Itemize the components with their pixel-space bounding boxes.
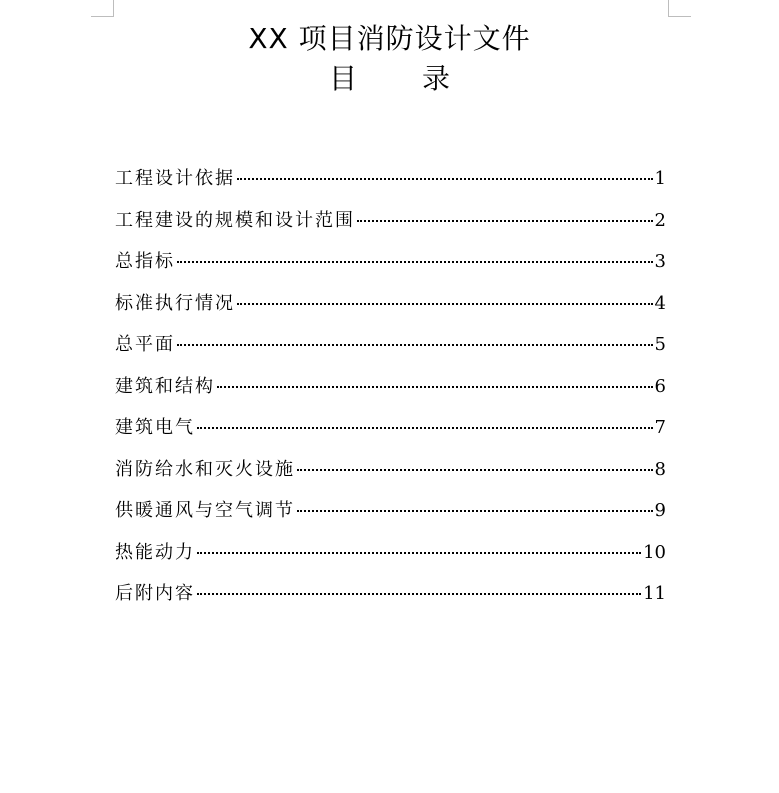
toc-page-number: 2 [654, 209, 666, 231]
toc-entry-label: 总指标 [115, 251, 175, 272]
toc-dot-leader [197, 427, 653, 429]
toc-entry-label: 建筑电气 [115, 417, 195, 438]
toc-page-number: 7 [654, 417, 666, 438]
toc-entry-label: 消防给水和灭火设施 [115, 458, 295, 480]
toc-entry[interactable] [115, 290, 666, 332]
toc-entry[interactable] [115, 539, 666, 581]
toc-entry-label: 工程设计依据 [115, 168, 235, 189]
toc-dot-leader [297, 469, 653, 471]
page-corner-mark-left [91, 0, 114, 17]
toc-entry-label: 建筑和结构 [115, 375, 215, 397]
toc-page-number: 8 [654, 458, 666, 480]
toc-entry[interactable] [115, 497, 666, 539]
toc-entry-label: 供暖通风与空气调节 [115, 500, 295, 521]
toc-dot-leader [237, 178, 653, 180]
toc-entry[interactable] [115, 207, 666, 249]
toc-entry[interactable] [115, 456, 666, 498]
toc-dot-leader [297, 510, 653, 512]
document-title: XX 项目消防设计文件 [248, 22, 531, 55]
table-of-contents [115, 165, 666, 622]
toc-dot-leader [237, 303, 653, 305]
toc-dot-leader [357, 220, 653, 222]
toc-dot-leader [197, 552, 641, 554]
toc-entry-label: 后附内容 [115, 583, 195, 604]
toc-page-number: 3 [654, 251, 666, 272]
toc-page-number: 1 [654, 168, 666, 189]
toc-page-number: 10 [643, 541, 666, 563]
toc-dot-leader [177, 344, 653, 346]
toc-entry[interactable] [115, 165, 666, 207]
toc-dot-leader [217, 386, 653, 388]
toc-dot-leader [197, 593, 641, 595]
toc-dot-leader [177, 261, 653, 263]
toc-page-number: 11 [643, 583, 666, 604]
toc-entry[interactable] [115, 248, 666, 290]
toc-entry[interactable] [115, 331, 666, 373]
toc-entry-label: 工程建设的规模和设计范围 [115, 209, 355, 231]
toc-page-number: 4 [654, 292, 666, 314]
toc-entry-label: 标准执行情况 [115, 292, 235, 314]
toc-page-number: 6 [654, 375, 666, 397]
toc-entry[interactable] [115, 373, 666, 415]
toc-entry[interactable] [115, 580, 666, 622]
toc-page-number: 5 [654, 334, 666, 355]
toc-entry-label: 总平面 [115, 334, 175, 355]
document-subtitle: 目 录 [329, 62, 478, 95]
toc-page-number: 9 [654, 500, 666, 521]
page-corner-mark-right [668, 0, 691, 17]
toc-entry-label: 热能动力 [115, 541, 195, 563]
toc-entry[interactable] [115, 414, 666, 456]
